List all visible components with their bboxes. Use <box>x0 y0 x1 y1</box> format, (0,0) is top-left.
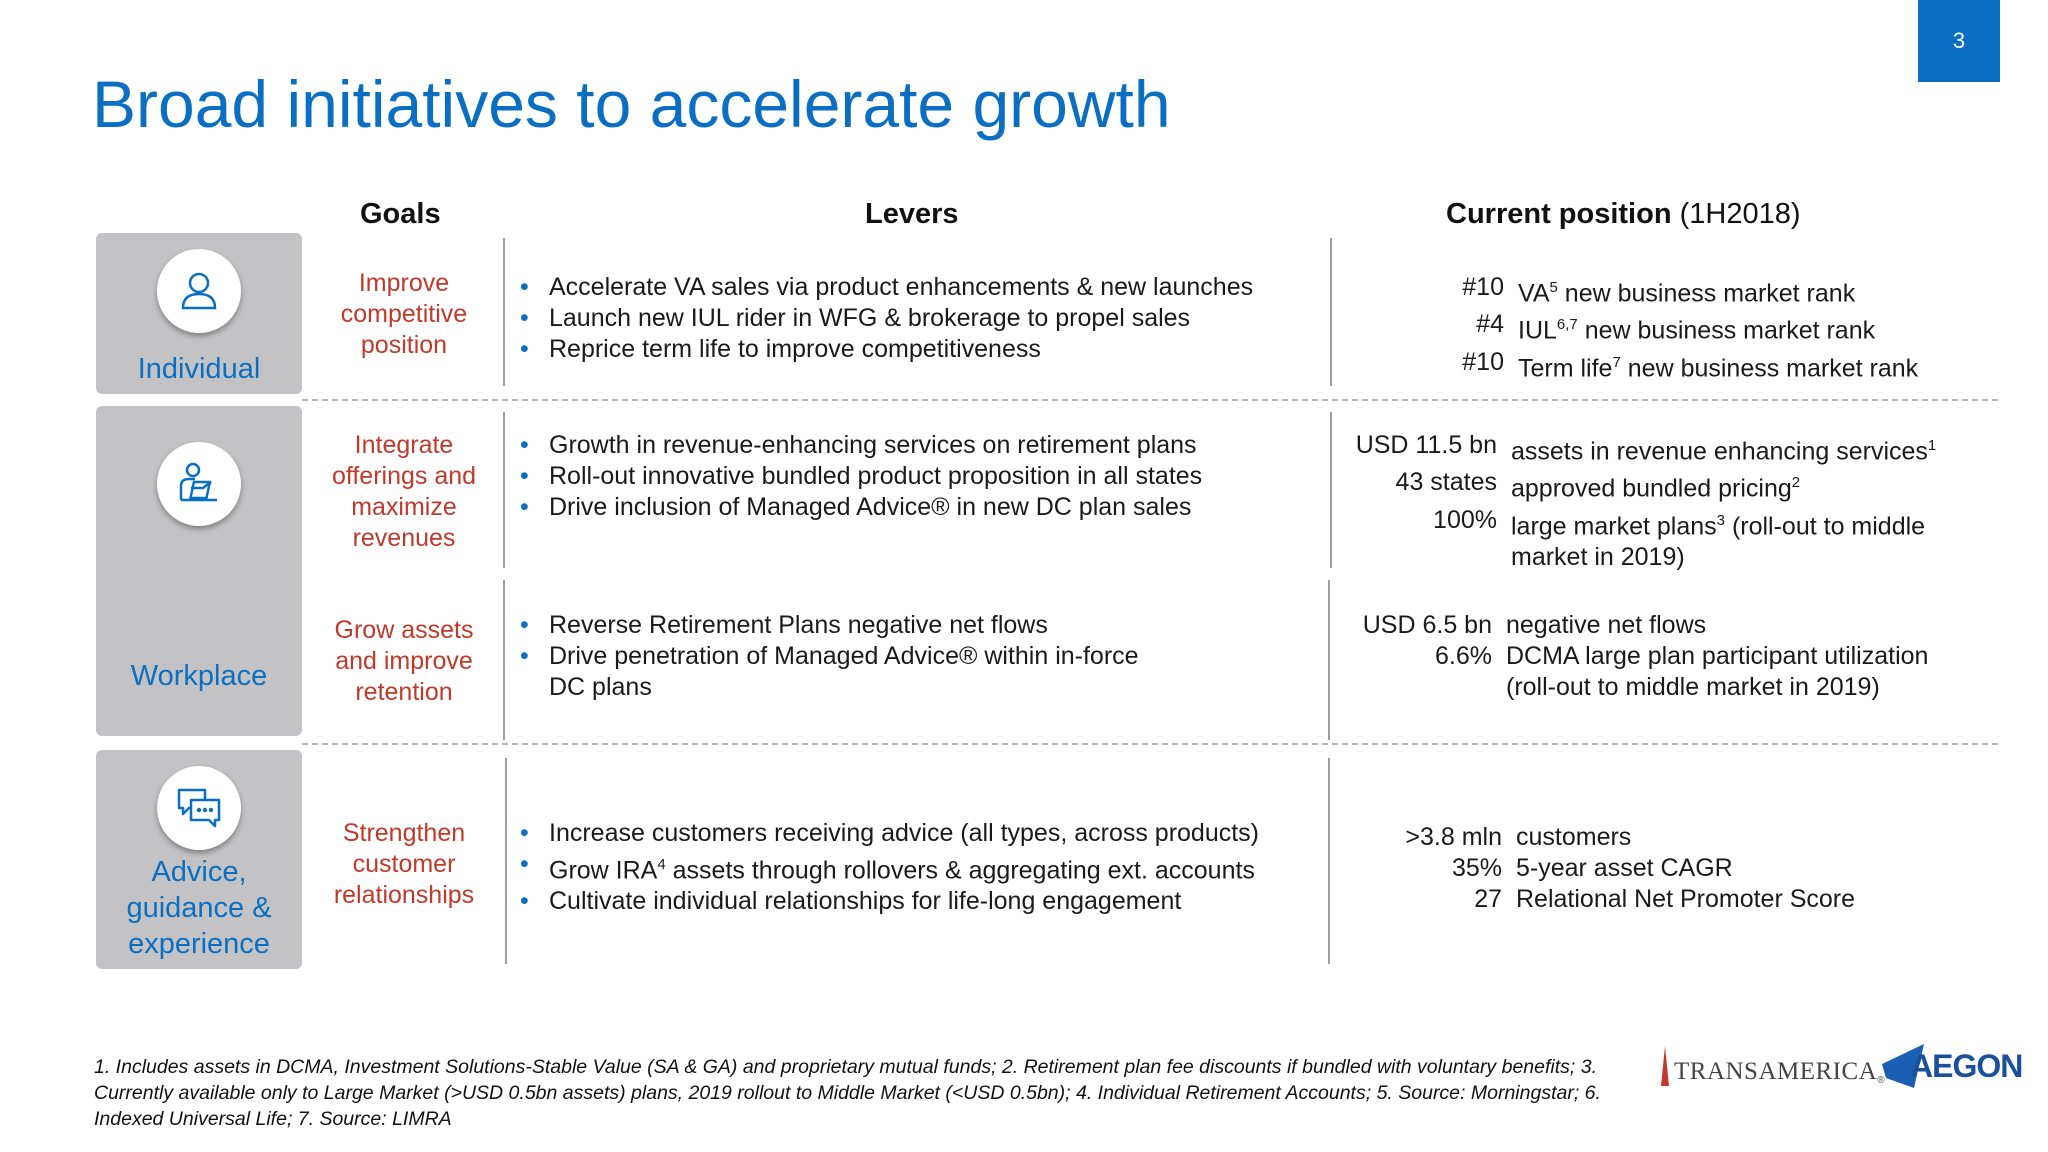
goal-strengthen-relationships: Strengthen customer relationships <box>333 819 475 909</box>
transamerica-logo <box>1660 1042 1885 1086</box>
lever-item: • Grow IRA$^4$ assets through rollovers & aggregating ext. accounts <box>520 850 1255 885</box>
column-divider <box>1328 758 1330 964</box>
lever-item: • Drive penetration of Managed Advice® within in-force <box>520 642 1139 670</box>
position-table-advice <box>1390 822 1855 915</box>
position-row: USD 6.5 bn negative net flows <box>1362 611 1707 639</box>
column-divider <box>503 580 505 740</box>
aegon-logo <box>1880 1042 2022 1090</box>
lever-item: • Accelerate VA sales via product enhancements & new launches <box>520 273 1254 301</box>
lever-item-continued: DC plans <box>549 673 652 701</box>
position-row: >3.8 mln customers <box>1405 823 1632 851</box>
lever-item: • Drive inclusion of Managed Advice® in new DC plan sales <box>520 493 1192 521</box>
position-row: 35% 5-year asset CAGR <box>1451 854 1733 882</box>
bullet-icon: • <box>520 273 529 301</box>
lever-item: • Cultivate individual relationships for life-long engagement <box>520 887 1182 916</box>
column-divider <box>505 758 507 964</box>
segment-label-advice: Advice, guidance & experience <box>126 856 272 960</box>
segment-label-workplace: Workplace <box>130 660 268 692</box>
column-divider <box>503 238 505 386</box>
bullet-icon: • <box>520 431 529 459</box>
bullet-icon: • <box>520 611 529 639</box>
goal-integrate-offerings: Integrate offerings and maximize revenues <box>331 431 477 552</box>
bullet-icon: • <box>520 642 529 670</box>
levers-list-advice <box>520 818 1259 917</box>
person-at-laptop-icon <box>157 442 241 526</box>
segment-individual <box>96 233 302 394</box>
page-number-badge: 3 <box>1918 0 2000 82</box>
position-row: 6.6% DCMA large plan participant utilization <box>1435 642 1929 670</box>
column-divider <box>1330 412 1332 568</box>
segment-label-individual: Individual <box>137 353 261 385</box>
footnote: 1. Includes assets in DCMA, Investment Solutions-Stable Value (SA & GA) and proprietary mutual funds; 2. Retirement plan fee discounts if bundled with voluntary benefits; 3. Currently available only to Large Market (>USD 0.5bn assets) plans, 2019 rollout to Middle Market (<USD 0.5bn); 4. Individual Retirement Accounts; 5. Source: Morningstar; 6. Indexed Universal Life; 7. Source: LIMRA <box>94 1056 1601 1130</box>
position-row: 100% large market plans$^3$ (roll-out to middle <box>1433 505 1926 540</box>
bullet-icon: • <box>520 335 529 363</box>
column-divider <box>1328 580 1330 740</box>
bullet-icon: • <box>520 462 529 490</box>
position-table-grow <box>1356 610 1928 703</box>
column-divider <box>503 412 505 568</box>
slide-title: Broad initiatives to accelerate growth <box>92 67 1171 141</box>
column-divider <box>1330 238 1332 386</box>
header-levers: Levers <box>865 198 959 230</box>
person-icon <box>157 249 241 333</box>
transamerica-registered-mark: ® <box>1877 1075 1885 1086</box>
header-goals: Goals <box>360 198 441 230</box>
header-position-label: Current position <box>1446 198 1672 230</box>
position-row: market in 2019) <box>1511 542 1685 571</box>
header-current-position <box>1446 198 1801 231</box>
bullet-icon: • <box>520 850 529 878</box>
position-row: 27 Relational Net Promoter Score <box>1474 885 1856 913</box>
bullet-icon: • <box>520 887 529 916</box>
position-row: #4 IUL$^{6,7}$ new business market rank <box>1476 310 1876 345</box>
aegon-wordmark: AEGON <box>1910 1047 2023 1084</box>
levers-list-grow <box>520 610 1139 703</box>
position-row: #10 Term life$^7$ new business market rank <box>1462 347 1919 382</box>
segment-advice <box>96 750 302 969</box>
lever-item: • Increase customers receiving advice (all types, across products) <box>520 819 1260 847</box>
pyramid-tower-icon <box>1660 1046 1670 1086</box>
bullet-icon: • <box>520 819 529 847</box>
bullet-icon: • <box>520 304 529 332</box>
transamerica-wordmark: TRANSAMERICA <box>1674 1058 1878 1085</box>
position-table-individual <box>1440 272 1918 384</box>
header-position-period: (1H2018) <box>1679 198 1801 230</box>
lever-item: • Growth in revenue-enhancing services on retirement plans <box>520 431 1197 459</box>
goal-improve-competitive-position: Improve competitive position <box>340 269 468 359</box>
position-row: 43 states approved bundled pricing$^2$ <box>1395 468 1801 503</box>
position-row: (roll-out to middle market in 2019) <box>1506 673 1880 701</box>
levers-list-individual <box>520 272 1253 365</box>
lever-item: • Reverse Retirement Plans negative net flows <box>520 611 1048 639</box>
levers-list-integrate <box>520 430 1202 523</box>
row-divider <box>302 743 1998 745</box>
lever-item: • Reprice term life to improve competitiveness <box>520 335 1041 363</box>
segment-workplace <box>96 406 302 736</box>
lever-item: • Launch new IUL rider in WFG & brokerage to propel sales <box>520 304 1191 332</box>
position-row: #10 $VA^5$ new business market rank <box>1462 273 1856 308</box>
goal-grow-assets: Grow assets and improve retention <box>334 616 474 706</box>
row-divider <box>302 399 1998 401</box>
bullet-icon: • <box>520 493 529 521</box>
position-row: USD 11.5 bn assets in revenue enhancing services$^1$ <box>1355 431 1937 466</box>
position-table-integrate <box>1350 430 1936 573</box>
lever-item: • Roll-out innovative bundled product proposition in all states <box>520 462 1203 490</box>
chat-bubbles-icon <box>157 766 241 850</box>
